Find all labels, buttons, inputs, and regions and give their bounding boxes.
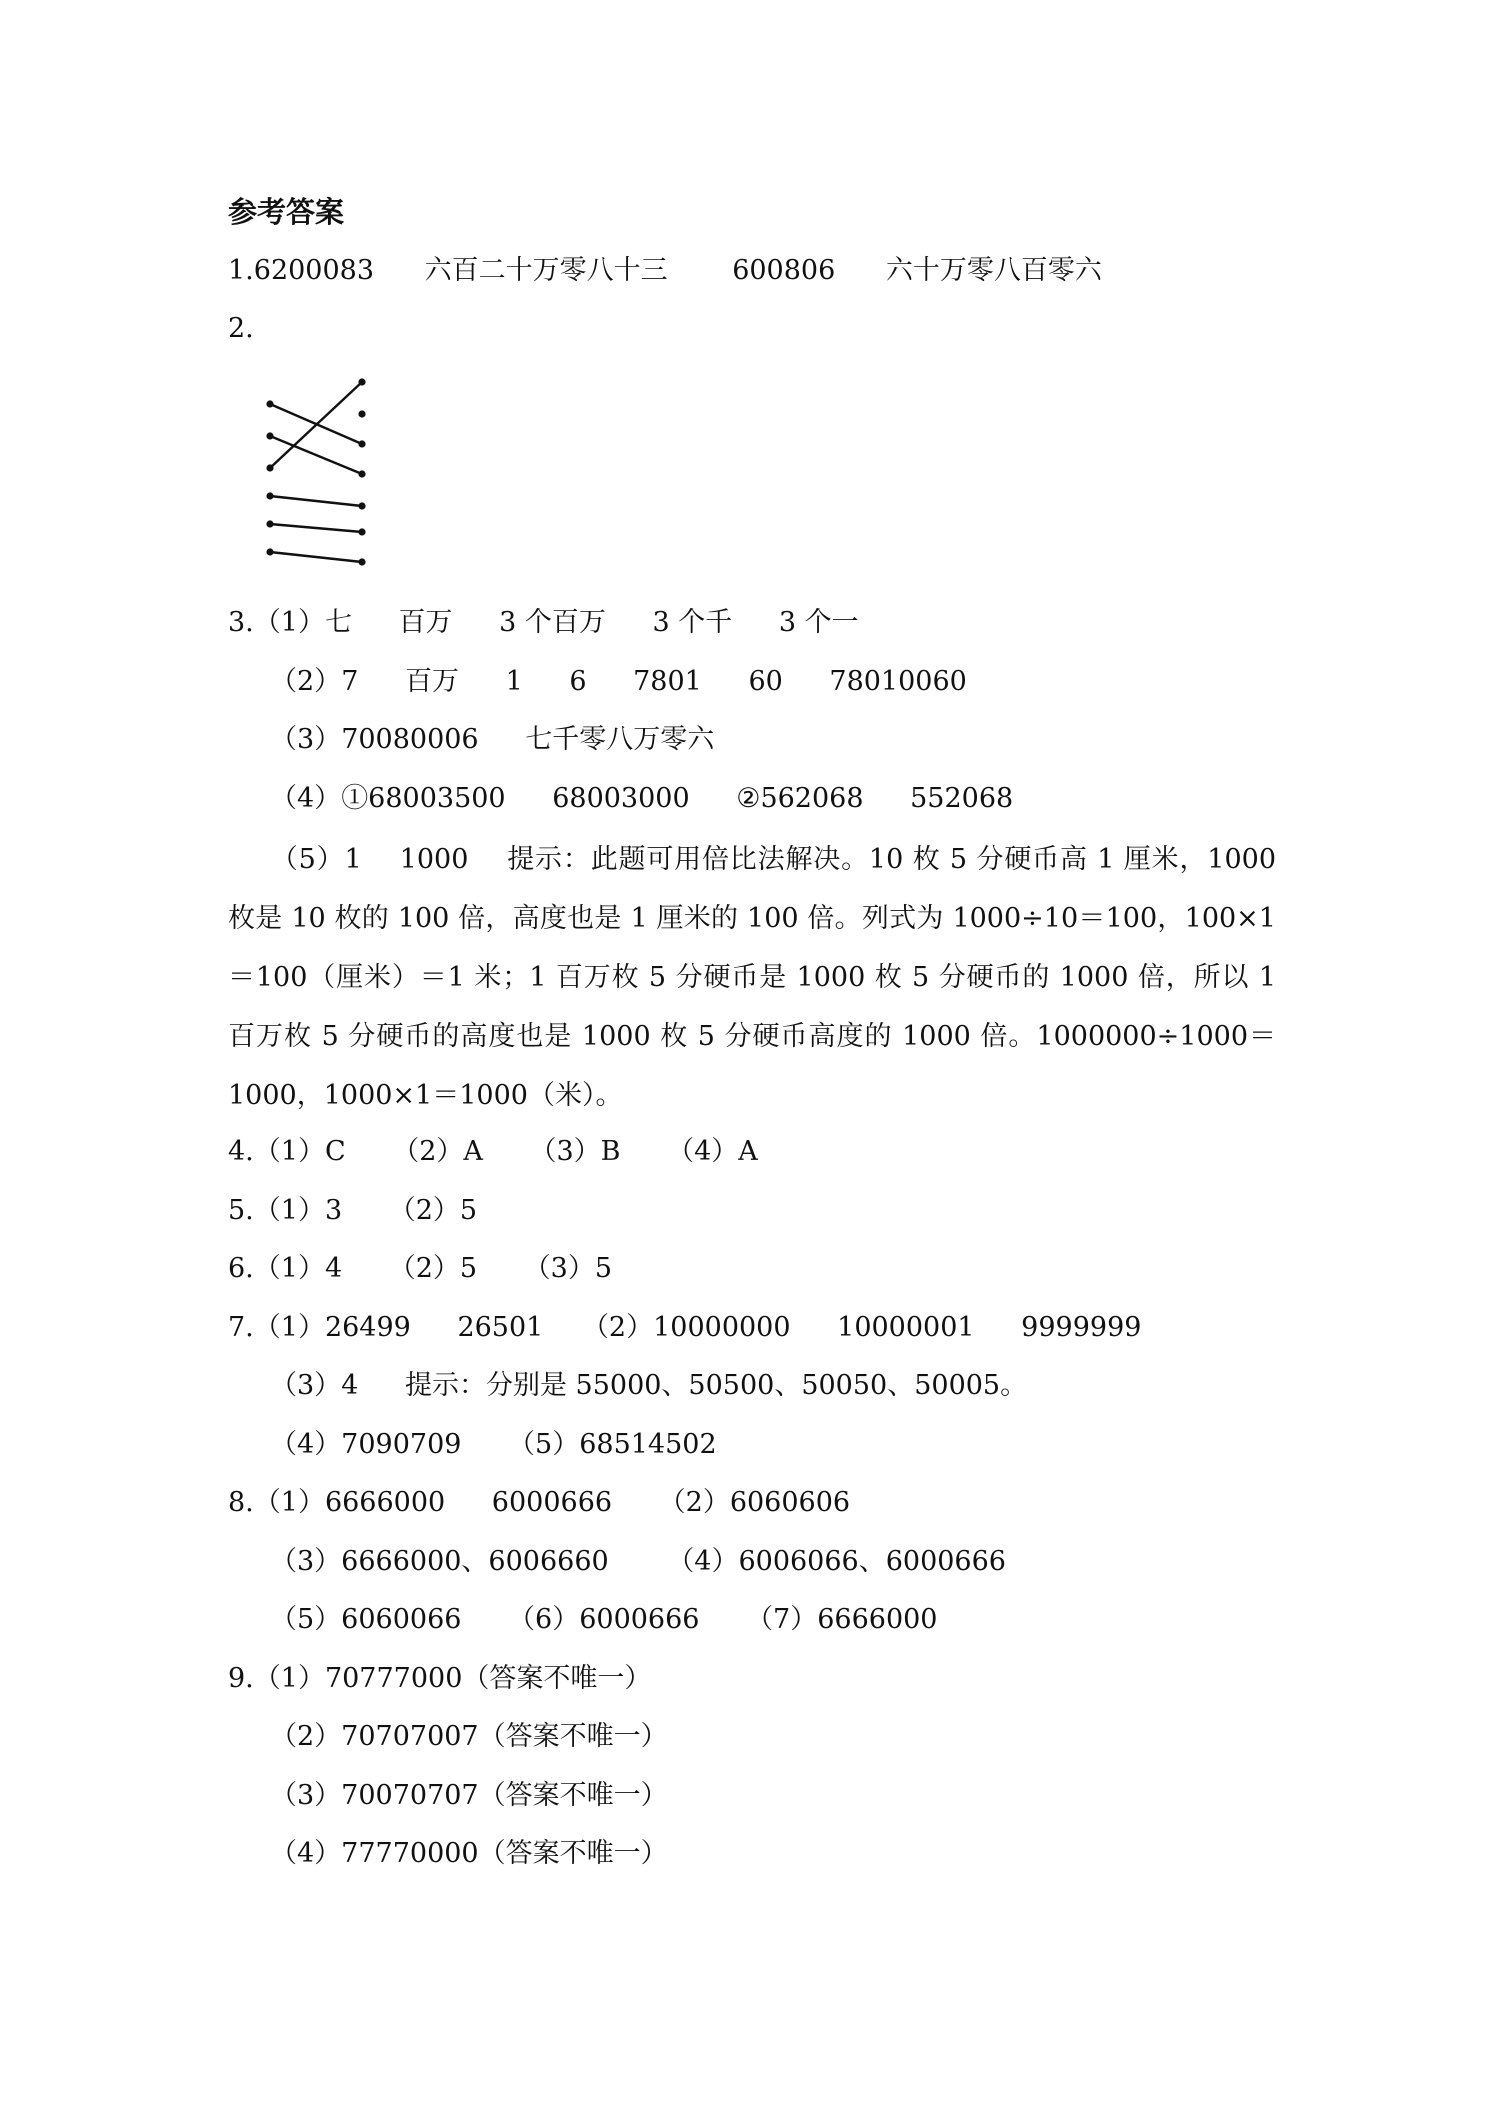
left-dot	[266, 520, 273, 527]
answer-value: 10000001	[837, 1312, 975, 1343]
answer-value: 552068	[910, 783, 1014, 814]
question-number: 3.	[228, 607, 254, 638]
hint-text: 提示：分别是 55000、50500、50050、50005。	[404, 1370, 1028, 1401]
right-dot	[358, 378, 365, 385]
part-label: （3）	[270, 724, 342, 755]
answer-3-part-5	[228, 830, 1276, 1125]
answer-value: （1）6666000	[253, 1487, 446, 1518]
answer-value: 600806	[732, 255, 836, 286]
matching-line	[270, 496, 362, 506]
answer-value: 26501	[457, 1312, 544, 1343]
answer-value: 60	[748, 666, 783, 697]
answer-1	[228, 252, 1102, 290]
answer-value: （2）5	[388, 1195, 478, 1226]
answer-7-line-3	[270, 1426, 717, 1464]
answer-value: （3）B	[529, 1136, 621, 1167]
matching-line	[270, 524, 362, 532]
answer-5	[228, 1192, 477, 1230]
answer-value: 6000666	[491, 1487, 613, 1518]
hint-text: 提示：此题可用倍比法解决。10 枚 5 分硬币高 1 厘米，1000 枚是 10 枚的 100 倍，高度也是 1 厘米的 100 倍。列式为 1000÷10＝100，100×1＝100（厘米）＝1 米；1 百万枚 5 分硬币是 1000 枚 5 分硬币的 1000 倍，所以 1 百万枚 5 分硬币的高度也是 1000 枚 5 分硬币高度的 1000 倍。1000000÷1000＝1000，1000×1＝1000（米）。	[228, 844, 1276, 1111]
answer-3-part-3	[270, 721, 714, 759]
answer-value: 1	[505, 666, 523, 697]
left-dot	[266, 432, 273, 439]
answer-6	[228, 1250, 612, 1288]
answer-value: （3）6666000、6006660	[270, 1546, 609, 1577]
answer-9-line-4	[270, 1835, 668, 1873]
answer-value: （2）6060606	[658, 1487, 851, 1518]
answer-value: 六十万零八百零六	[885, 255, 1102, 286]
question-number: 6.	[228, 1253, 254, 1284]
question-number: 2.	[228, 313, 254, 344]
answer-value: 百万	[398, 607, 453, 638]
answer-value: 78010060	[829, 666, 967, 697]
answer-value: 3 个百万	[499, 607, 606, 638]
answer-value: 7	[341, 666, 359, 697]
answer-value: 6200083	[253, 255, 375, 286]
matching-lines-figure	[250, 362, 390, 574]
answer-value: （4）77770000（答案不唯一）	[270, 1838, 668, 1869]
question-number: 5.	[228, 1195, 254, 1226]
right-dot	[358, 558, 365, 565]
answer-value: （5）6060066	[270, 1604, 462, 1635]
part-label: （5）	[270, 844, 345, 875]
part-label: （2）	[270, 666, 342, 697]
answer-value: 3 个千	[652, 607, 733, 638]
question-number: 9.	[228, 1663, 254, 1694]
left-dot	[266, 548, 273, 555]
left-dot	[266, 464, 273, 471]
answer-value: （2）10000000	[581, 1312, 791, 1343]
answer-value: ①68003500	[341, 783, 506, 814]
answer-value: （2）5	[388, 1253, 478, 1284]
answer-value: （1）70777000（答案不唯一）	[253, 1663, 652, 1694]
part-label: （1）	[253, 607, 325, 638]
question-number: 7.	[228, 1312, 254, 1343]
answer-value: （3）4	[270, 1370, 359, 1401]
answer-value: 6	[569, 666, 587, 697]
right-dot	[358, 502, 365, 509]
answer-value: （4）A	[667, 1136, 758, 1167]
answer-3-part-1	[228, 604, 859, 642]
answer-9-line-1	[228, 1660, 651, 1698]
part-label: （4）	[270, 783, 342, 814]
answer-value: 3 个一	[778, 607, 859, 638]
answer-value: （1）4	[253, 1253, 343, 1284]
answer-value: （2）A	[392, 1136, 483, 1167]
answer-value: （3）5	[523, 1253, 613, 1284]
answer-value: ②562068	[736, 783, 864, 814]
answer-value: 六百二十万零八十三	[424, 255, 668, 286]
answer-7-line-1	[228, 1309, 1141, 1347]
answer-value: 70080006	[341, 724, 479, 755]
answer-8-line-3	[270, 1601, 938, 1639]
answer-8-line-2	[270, 1543, 1006, 1581]
answer-value: （1）3	[253, 1195, 343, 1226]
question-number: 4.	[228, 1136, 254, 1167]
answer-value: 7801	[633, 666, 702, 697]
answer-value: 1000	[399, 844, 469, 875]
answer-value: 七千零八万零六	[525, 724, 715, 755]
left-dot	[266, 400, 273, 407]
answer-3-part-4	[270, 780, 1013, 818]
left-dot	[266, 492, 273, 499]
right-dot	[358, 410, 365, 417]
matching-line	[270, 552, 362, 562]
right-dot	[358, 528, 365, 535]
answer-value: （3）70070707（答案不唯一）	[270, 1780, 668, 1811]
answer-value: （6）6000666	[508, 1604, 700, 1635]
answer-4	[228, 1133, 758, 1171]
answer-value: 1	[344, 844, 362, 875]
answer-value: （5）68514502	[508, 1429, 717, 1460]
answer-8-line-1	[228, 1484, 850, 1522]
answer-value: （4）7090709	[270, 1429, 462, 1460]
question-number: 1.	[228, 255, 254, 286]
answer-value: （2）70707007（答案不唯一）	[270, 1721, 668, 1752]
answer-value: 68003000	[552, 783, 690, 814]
answer-value: （7）6666000	[746, 1604, 938, 1635]
answer-value: 百万	[404, 666, 459, 697]
answer-value: （1）C	[253, 1136, 346, 1167]
right-dot	[358, 470, 365, 477]
answer-value: 9999999	[1021, 1312, 1142, 1343]
page-title: 参考答案	[228, 195, 345, 229]
answer-value: 七	[324, 607, 352, 638]
answer-2	[228, 310, 254, 348]
question-number: 8.	[228, 1487, 254, 1518]
right-dot	[358, 440, 365, 447]
answer-9-line-2	[270, 1718, 668, 1756]
answer-value: （1）26499	[253, 1312, 411, 1343]
answer-9-line-3	[270, 1777, 668, 1815]
answer-value: （4）6006066、6000666	[667, 1546, 1006, 1577]
answer-3-part-2	[270, 663, 967, 701]
answer-7-line-2	[270, 1367, 1027, 1405]
